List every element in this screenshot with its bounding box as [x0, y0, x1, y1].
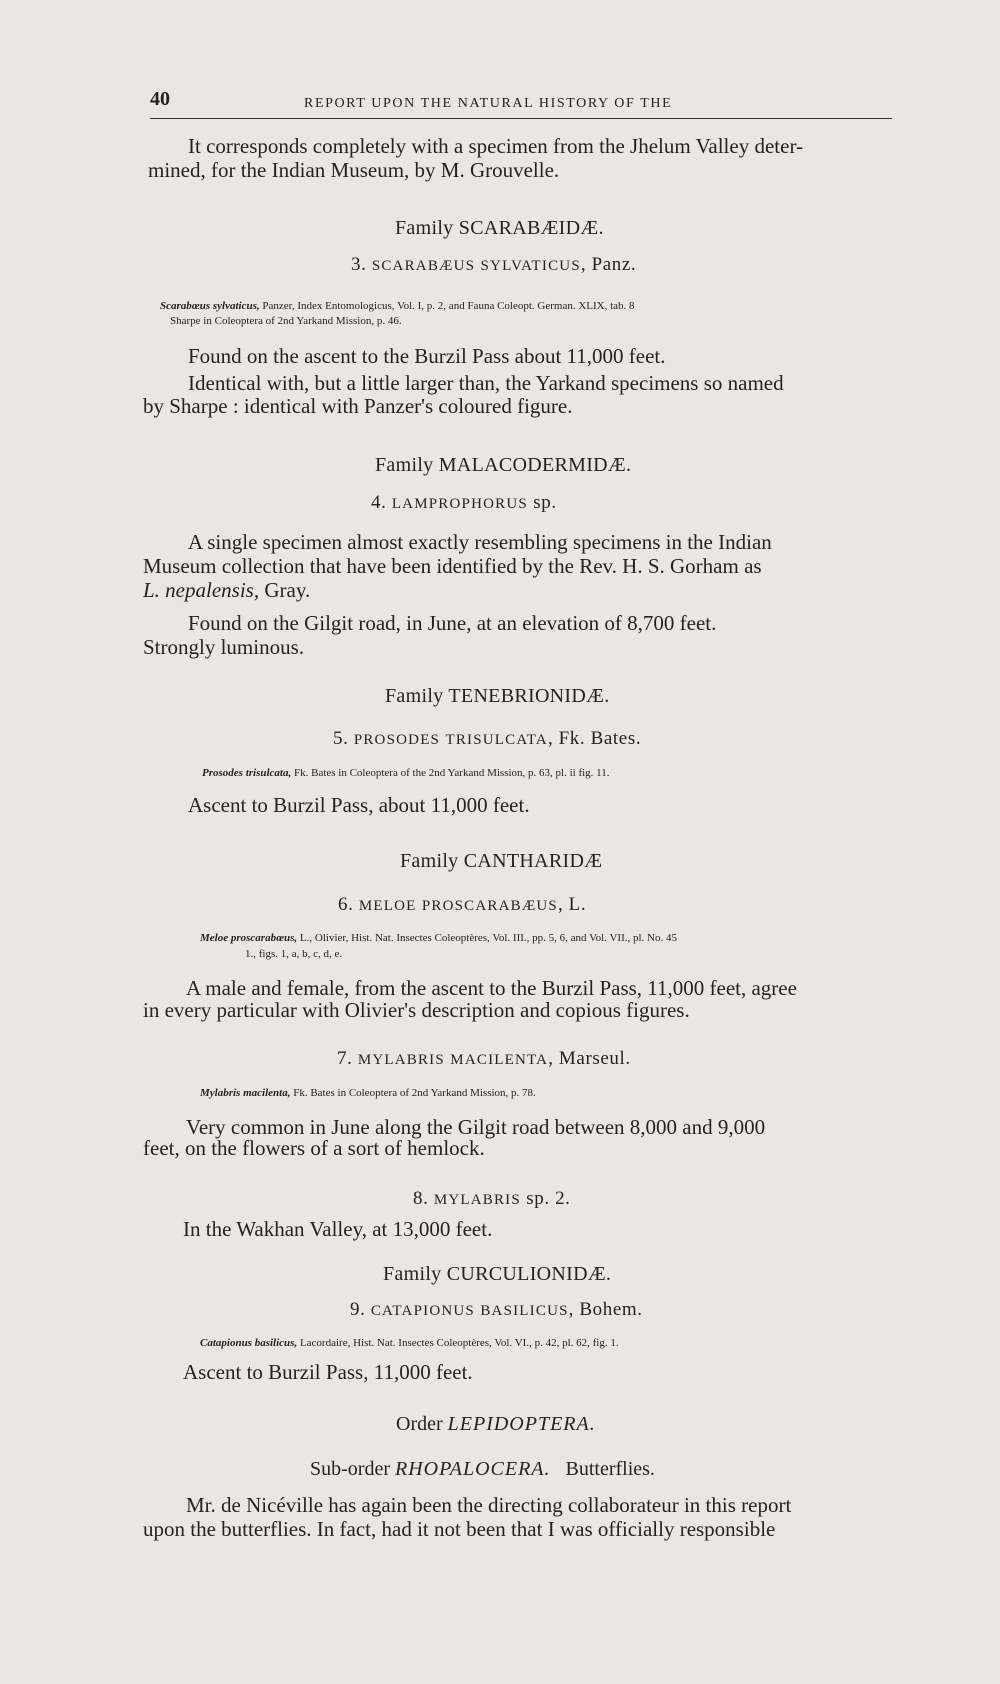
species-author: , Marseul. [548, 1048, 631, 1069]
paragraph-8: In the Wakhan Valley, at 13,000 feet. [183, 1217, 493, 1241]
paragraph-3a: Found on the ascent to the Burzil Pass about 11,000 feet. [188, 344, 666, 368]
suborder-heading [310, 1458, 655, 1481]
order-name: LEPIDOPTERA. [447, 1413, 596, 1435]
paragraph-4a-line-3 [143, 580, 310, 601]
paragraph-3b-line-2: by Sharpe : identical with Panzer's coloured figure. [143, 394, 573, 418]
citation-5 [202, 765, 610, 782]
species-heading-4 [371, 492, 557, 514]
species-genus: SCARABÆUS [371, 258, 476, 274]
species-heading-7 [337, 1048, 631, 1070]
intro-line-1: It corresponds completely with a specimen from the Jhelum Valley deter- [188, 134, 804, 158]
species-author: , Bohem. [568, 1299, 643, 1320]
citation-italic: Scarabœus sylvaticus, [160, 300, 260, 312]
citation-text: Fk. Bates in Coleoptera of 2nd Yarkand Mission, p. 78. [290, 1087, 536, 1099]
paragraph-7-line-2: feet, on the flowers of a sort of hemlock. [143, 1136, 485, 1160]
species-heading-3 [351, 254, 636, 276]
family-heading-curculionidae: Family CURCULIONIDÆ. [383, 1263, 612, 1285]
paragraph-4b-line-1: Found on the Gilgit road, in June, at an elevation of 8,700 feet. [188, 611, 717, 635]
species-number: 6. [338, 894, 354, 915]
citation-3-line-2: Sharpe in Coleoptera of 2nd Yarkand Mission, p. 46. [170, 315, 402, 327]
suborder-label: Sub-order [310, 1458, 395, 1480]
citation-text: Lacordaire, Hist. Nat. Insectes Coleoptères, Vol. VI., p. 42, pl. 62, fig. 1. [297, 1337, 619, 1349]
paragraph-4b-line-2: Strongly luminous. [143, 635, 305, 659]
species-number: 9. [350, 1299, 366, 1320]
species-author: , Panz. [580, 254, 637, 275]
species-epithet: TRISULCATA [445, 732, 548, 748]
citation-text: Fk. Bates in Coleoptera of the 2nd Yarkand Mission, p. 63, pl. ii fig. 11. [291, 767, 610, 779]
final-paragraph-line-1: Mr. de Nicéville has again been the directing collaborateur in this report [186, 1493, 792, 1517]
species-epithet: SYLVATICUS [480, 258, 581, 274]
paragraph-4a-line-2: Museum collection that have been identified by the Rev. H. S. Gorham as [143, 554, 762, 578]
species-genus: CATAPIONUS [370, 1303, 475, 1319]
paragraph-6-line-1: A male and female, from the ascent to the Burzil Pass, 11,000 feet, agree [186, 976, 797, 1000]
species-author: , Fk. Bates. [547, 728, 642, 749]
species-rest: sp. 2. [520, 1188, 571, 1209]
species-number: 8. [413, 1188, 429, 1209]
species-name-italic: L. nepalensis, [143, 578, 260, 602]
page-number: 40 [150, 88, 170, 110]
citation-italic: Mylabris macilenta, [200, 1087, 291, 1099]
citation-text: L., Olivier, Hist. Nat. Insectes Coleoptères, Vol. III., pp. 5, 6, and Vol. VII., pl. No. 45 [297, 932, 678, 944]
paragraph-6-line-2: in every particular with Olivier's description and copious figures. [143, 998, 690, 1022]
species-heading-5 [333, 728, 641, 750]
final-paragraph-line-2: upon the butterflies. In fact, had it not been that I was officially responsible [143, 1517, 776, 1541]
paragraph-4a-line-1: A single specimen almost exactly resembling specimens in the Indian [188, 530, 772, 554]
species-number: 4. [371, 492, 387, 513]
species-heading-6 [338, 894, 586, 916]
suborder-common-name: Butterflies. [550, 1458, 655, 1480]
paragraph-5: Ascent to Burzil Pass, about 11,000 feet. [188, 793, 530, 817]
intro-line-2: mined, for the Indian Museum, by M. Grouvelle. [148, 158, 560, 182]
species-genus: MYLABRIS [433, 1192, 521, 1208]
paragraph-9: Ascent to Burzil Pass, 11,000 feet. [183, 1360, 473, 1384]
species-epithet: MACILENTA [450, 1052, 549, 1068]
family-heading-scarabaeidae: Family SCARABÆIDÆ. [395, 217, 604, 239]
species-number: 3. [351, 254, 367, 275]
species-genus: LAMPROPHORUS [391, 496, 528, 512]
citation-6-line-2: 1., figs. 1, a, b, c, d, e. [245, 948, 343, 960]
species-genus: MELOE [358, 898, 417, 914]
species-genus: PROSODES [353, 732, 441, 748]
citation-text: Panzer, Index Entomologicus, Vol. I, p. 2, and Fauna Coleopt. German. XLIX, tab. 8 [259, 300, 635, 312]
suborder-name: RHOPALOCERA. [394, 1458, 551, 1480]
family-heading-cantharidae: Family CANTHARIDÆ [400, 850, 603, 872]
species-heading-9 [350, 1299, 643, 1321]
species-number: 5. [333, 728, 349, 749]
citation-7 [200, 1085, 536, 1102]
species-number: 7. [337, 1048, 353, 1069]
order-label: Order [396, 1413, 448, 1435]
species-heading-8 [413, 1188, 571, 1210]
citation-italic: Catapionus basilicus, [200, 1337, 298, 1349]
species-genus: MYLABRIS [357, 1052, 445, 1068]
citation-italic: Prosodes trisulcata, [202, 767, 292, 779]
order-heading [396, 1413, 596, 1436]
citation-italic: Meloe proscarabœus, [200, 932, 298, 944]
citation-6-line-1 [200, 930, 677, 947]
family-heading-malacodermidae: Family MALACODERMIDÆ. [375, 454, 632, 476]
species-author: Gray. [259, 578, 311, 602]
header-rule [150, 118, 892, 119]
running-title: REPORT UPON THE NATURAL HISTORY OF THE [304, 96, 673, 111]
paragraph-3b-line-1: Identical with, but a little larger than, the Yarkand specimens so named [188, 371, 784, 395]
paragraph-7-line-1: Very common in June along the Gilgit road between 8,000 and 9,000 [186, 1115, 766, 1139]
species-epithet: BASILICUS [480, 1303, 569, 1319]
species-author: , L. [557, 894, 587, 915]
species-epithet: PROSCARABÆUS [421, 898, 558, 914]
citation-9 [200, 1335, 619, 1352]
family-heading-tenebrionidae: Family TENEBRIONIDÆ. [385, 685, 610, 707]
species-rest: sp. [527, 492, 557, 513]
